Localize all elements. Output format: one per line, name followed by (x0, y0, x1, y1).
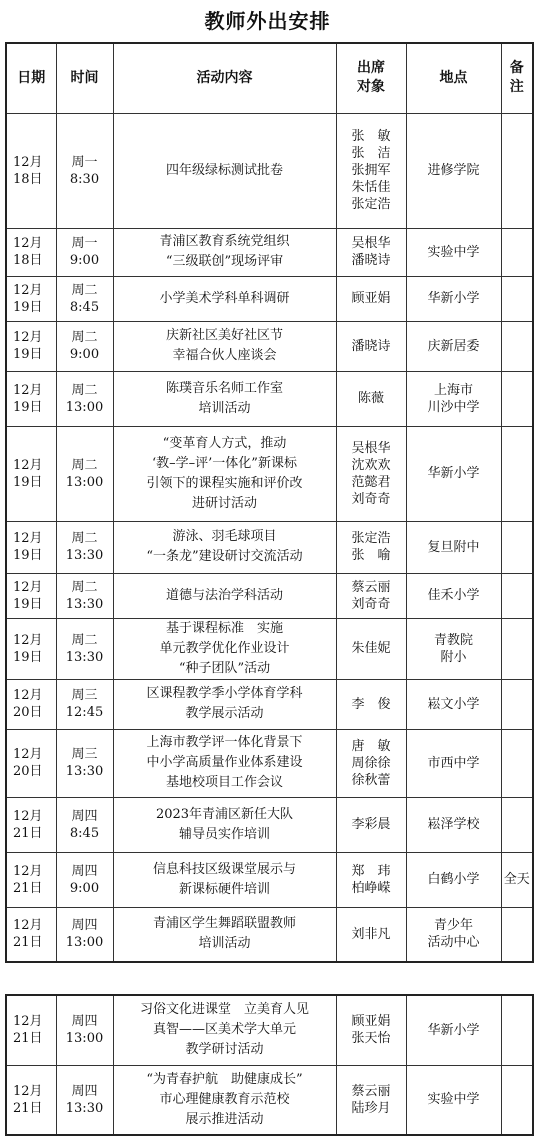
time-line: 周二 (71, 330, 98, 345)
date-line: 12月 (13, 382, 43, 398)
attendees-line: 张 敏 (351, 129, 391, 144)
location-line: 佳禾小学 (427, 588, 480, 603)
time-line: 周四 (71, 918, 98, 934)
time-cell (56, 321, 113, 371)
table-row (6, 573, 533, 618)
activity-cell (113, 371, 336, 426)
activity-line: “一条龙”建设研讨交流活动 (146, 549, 303, 564)
attendees-line: 刘奇奇 (351, 491, 391, 507)
activity-line: 基于课程标准 实施 (165, 620, 283, 636)
date-cell (6, 797, 56, 852)
attendees-cell (336, 573, 406, 618)
activity-line: 庆新社区美好社区节 (165, 328, 283, 343)
note-cell (501, 1065, 533, 1135)
time-line: 周三 (71, 688, 98, 703)
header-date: 日期 (6, 43, 56, 113)
note-cell (501, 426, 533, 521)
date-line: 20日 (13, 705, 43, 720)
activity-line: 培训活动 (198, 936, 251, 952)
attendees-line: 徐秋蕾 (351, 772, 391, 788)
attendees-line: 吴根华 (351, 236, 391, 251)
activity-line: 新课标硬件培训 (178, 881, 270, 897)
attendees-line: 李 俊 (351, 696, 391, 712)
note-cell (501, 228, 533, 276)
location-cell (406, 852, 501, 907)
attendees-cell (336, 276, 406, 321)
time-line: 13:00 (65, 935, 104, 951)
time-line: 12:45 (65, 705, 104, 720)
activity-line: 道德与法治学科活动 (165, 587, 283, 603)
date-line: 21日 (13, 1031, 43, 1047)
date-line: 18日 (13, 253, 43, 268)
time-cell (56, 729, 113, 797)
activity-line: 四年级绿标测试批卷 (165, 162, 283, 178)
time-cell (56, 618, 113, 679)
location-line: 市西中学 (427, 755, 480, 771)
location-line: 进修学院 (427, 163, 480, 178)
table-row (6, 852, 533, 907)
note-cell (501, 113, 533, 228)
time-line: 13:00 (65, 474, 104, 490)
date-line: 12月 (13, 457, 43, 473)
attendees-line: 范懿君 (351, 474, 391, 490)
attendees-line: 刘非凡 (351, 926, 391, 942)
note-cell (501, 797, 533, 852)
activity-line: ‘教–学–评’一体化”新课标 (152, 455, 297, 471)
time-line: 9:00 (69, 253, 100, 268)
location-cell (406, 371, 501, 426)
activity-line: 幸福合伙人座谈会 (172, 348, 277, 363)
table-row (6, 521, 533, 573)
time-line: 周一 (71, 154, 98, 170)
activity-line: 小学美术学科单科调研 (159, 290, 290, 306)
time-line: 8:30 (69, 171, 100, 187)
date-line: 21日 (13, 1100, 43, 1116)
note-cell (501, 852, 533, 907)
date-cell (6, 679, 56, 729)
time-line: 13:30 (65, 649, 104, 665)
location-cell (406, 521, 501, 573)
time-cell (56, 852, 113, 907)
location-line: 白鹤小学 (427, 872, 480, 887)
time-line: 13:30 (65, 548, 104, 563)
attendees-cell (336, 852, 406, 907)
date-cell (6, 521, 56, 573)
activity-line: 区课程教学季小学体育学科 (146, 686, 303, 701)
attendees-line: 张定浩 (351, 197, 391, 212)
table-row (6, 1065, 533, 1135)
location-cell (406, 907, 501, 962)
attendees-line: 顾亚娟 (351, 1014, 391, 1030)
time-cell (56, 797, 113, 852)
attendees-line: 陈薇 (357, 391, 384, 406)
time-line: 周二 (71, 282, 98, 298)
location-cell (406, 321, 501, 371)
activity-cell (113, 679, 336, 729)
activity-line: 习俗文化进课堂 立美育人见 (139, 1002, 309, 1018)
activity-line: 教学展示活动 (185, 706, 264, 721)
date-line: 12月 (13, 1083, 43, 1099)
attendees-line: 潘晓诗 (351, 338, 391, 354)
attendees-line: 朱佳妮 (351, 641, 391, 656)
location-cell (406, 113, 501, 228)
date-line: 21日 (13, 880, 43, 896)
attendees-cell (336, 729, 406, 797)
attendees-line: 柏峥嵘 (351, 880, 391, 896)
time-cell (56, 1065, 113, 1135)
table-row (6, 371, 533, 426)
date-line: 19日 (13, 299, 43, 315)
note-cell (501, 729, 533, 797)
attendees-line: 潘晓诗 (351, 253, 391, 268)
time-line: 周三 (71, 747, 98, 762)
time-cell (56, 276, 113, 321)
time-cell (56, 426, 113, 521)
note-cell (501, 573, 533, 618)
note-cell (501, 321, 533, 371)
date-line: 19日 (13, 347, 43, 362)
page-title: 教师外出安排 (204, 9, 331, 33)
attendees-line: 张定浩 (351, 531, 391, 546)
activity-line: 基地校项目工作会议 (165, 775, 283, 790)
location-line: 华新小学 (427, 1022, 480, 1038)
activity-line: 辅导员实作培训 (178, 826, 270, 842)
table-row (6, 426, 533, 521)
date-line: 19日 (13, 474, 43, 490)
activity-cell (113, 995, 336, 1065)
date-cell (6, 228, 56, 276)
location-line: 川沙中学 (427, 399, 480, 415)
location-line: 青少年 (433, 918, 473, 934)
table-row (6, 276, 533, 321)
time-line: 13:00 (65, 1031, 104, 1047)
header-activity: 活动内容 (113, 43, 336, 113)
date-cell (6, 729, 56, 797)
time-cell (56, 679, 113, 729)
location-line: 庆新居委 (427, 338, 480, 354)
activity-line: 教学研讨活动 (185, 1042, 264, 1058)
location-line: 崧文小学 (427, 696, 480, 712)
note-cell (501, 371, 533, 426)
location-cell (406, 573, 501, 618)
date-line: 18日 (13, 171, 43, 187)
date-cell (6, 113, 56, 228)
attendees-cell (336, 521, 406, 573)
note-line: 全天 (503, 872, 530, 887)
date-line: 12月 (13, 531, 43, 546)
time-line: 13:30 (65, 596, 104, 612)
activity-line: “为青春护航 助健康成长” (146, 1071, 303, 1087)
activity-cell (113, 276, 336, 321)
date-line: 12月 (13, 154, 43, 170)
location-cell (406, 995, 501, 1065)
date-line: 19日 (13, 596, 43, 612)
location-line: 实验中学 (427, 244, 480, 260)
activity-cell (113, 618, 336, 679)
attendees-line: 顾亚娟 (351, 291, 391, 306)
location-cell (406, 1065, 501, 1135)
location-line: 崧泽学校 (427, 817, 480, 832)
schedule-table (5, 42, 534, 963)
table-row (6, 113, 533, 228)
table-row (6, 797, 533, 852)
date-line: 12月 (13, 236, 43, 251)
table-header-row (6, 43, 533, 113)
activity-line: 真智——区美术学大单元 (152, 1022, 296, 1038)
schedule-table-continued (5, 994, 534, 1136)
location-cell (406, 426, 501, 521)
time-line: 周一 (71, 236, 98, 251)
activity-line: “三级联创”现场评审 (165, 254, 284, 269)
activity-line: 市心理健康教育示范校 (159, 1091, 290, 1107)
activity-line: 展示推进活动 (185, 1111, 264, 1127)
activity-line: 陈璞音乐名师工作室 (165, 380, 283, 396)
time-line: 周二 (71, 531, 98, 546)
attendees-line: 郑 玮 (351, 863, 391, 879)
activity-line: 青浦区教育系统党组织 (159, 234, 290, 249)
time-cell (56, 521, 113, 573)
header-note: 备 注 (501, 43, 533, 113)
activity-line: 青浦区学生舞蹈联盟教师 (152, 916, 296, 932)
attendees-cell (336, 113, 406, 228)
location-line: 华新小学 (427, 291, 480, 306)
location-cell (406, 276, 501, 321)
activity-line: 上海市教学评一体化背景下 (146, 735, 303, 750)
time-line: 周二 (71, 457, 98, 473)
attendees-line: 张拥军 (351, 163, 391, 178)
date-line: 12月 (13, 688, 43, 703)
date-line: 12月 (13, 632, 43, 648)
attendees-line: 唐 敏 (351, 738, 391, 754)
activity-cell (113, 426, 336, 521)
time-cell (56, 573, 113, 618)
location-line: 活动中心 (427, 935, 480, 951)
location-line: 附小 (440, 649, 467, 665)
attendees-line: 沈欢欢 (351, 457, 391, 473)
activity-line: “变革育人方式，推动 (162, 435, 287, 451)
time-line: 13:30 (65, 764, 104, 779)
date-line: 19日 (13, 649, 43, 665)
location-cell (406, 228, 501, 276)
attendees-cell (336, 1065, 406, 1135)
header-time: 时间 (56, 43, 113, 113)
activity-cell (113, 321, 336, 371)
date-cell (6, 1065, 56, 1135)
attendees-line: 朱恬佳 (351, 180, 391, 195)
activity-cell (113, 907, 336, 962)
note-cell (501, 276, 533, 321)
attendees-cell (336, 426, 406, 521)
date-line: 12月 (13, 1014, 43, 1030)
note-cell (501, 995, 533, 1065)
date-cell (6, 573, 56, 618)
time-line: 9:00 (69, 347, 100, 362)
attendees-line: 蔡云丽 (351, 579, 391, 595)
location-line: 青教院 (433, 632, 473, 648)
date-line: 12月 (13, 330, 43, 345)
time-cell (56, 995, 113, 1065)
activity-line: 培训活动 (198, 400, 251, 416)
location-line: 实验中学 (427, 1092, 480, 1108)
note-cell (501, 907, 533, 962)
activity-line: 游泳、羽毛球项目 (172, 529, 277, 544)
time-line: 周二 (71, 579, 98, 595)
time-line: 周二 (71, 632, 98, 648)
location-cell (406, 679, 501, 729)
time-line: 周四 (71, 808, 98, 824)
location-line: 华新小学 (427, 466, 480, 481)
attendees-line: 陆珍月 (351, 1100, 391, 1116)
time-line: 13:30 (65, 1100, 104, 1116)
time-line: 9:00 (69, 880, 100, 896)
activity-line: “种子团队”活动 (178, 660, 271, 676)
table-row (6, 995, 533, 1065)
activity-line: 信息科技区级课堂展示与 (152, 861, 296, 877)
attendees-line: 吴根华 (351, 440, 391, 456)
activity-cell (113, 521, 336, 573)
note-cell (501, 618, 533, 679)
attendees-line: 李彩晨 (351, 817, 391, 832)
attendees-line: 蔡云丽 (351, 1083, 391, 1099)
attendees-cell (336, 679, 406, 729)
date-cell (6, 852, 56, 907)
date-line: 20日 (13, 764, 43, 779)
date-line: 19日 (13, 548, 43, 563)
table-row (6, 907, 533, 962)
date-cell (6, 276, 56, 321)
activity-line: 单元教学优化作业设计 (159, 640, 290, 656)
header-location: 地点 (406, 43, 501, 113)
note-cell (501, 521, 533, 573)
attendees-cell (336, 321, 406, 371)
time-line: 13:00 (65, 399, 104, 415)
time-cell (56, 907, 113, 962)
table-row (6, 679, 533, 729)
table-row (6, 729, 533, 797)
activity-cell (113, 729, 336, 797)
activity-line: 2023年青浦区新任大队 (155, 806, 294, 822)
activity-cell (113, 573, 336, 618)
date-cell (6, 907, 56, 962)
note-cell (501, 679, 533, 729)
date-line: 12月 (13, 863, 43, 879)
activity-line: 中小学高质量作业体系建设 (146, 755, 303, 770)
activity-cell (113, 852, 336, 907)
table-row (6, 321, 533, 371)
activity-cell (113, 1065, 336, 1135)
attendees-cell (336, 995, 406, 1065)
attendees-line: 张天怡 (351, 1031, 391, 1047)
location-line: 复旦附中 (427, 539, 480, 555)
activity-line: 进研讨活动 (191, 495, 257, 511)
attendees-cell (336, 907, 406, 962)
location-line: 上海市 (433, 382, 473, 398)
time-cell (56, 371, 113, 426)
time-line: 周二 (71, 382, 98, 398)
date-cell (6, 426, 56, 521)
time-cell (56, 113, 113, 228)
attendees-cell (336, 797, 406, 852)
activity-line: 引领下的课程实施和评价改 (146, 475, 303, 491)
date-cell (6, 371, 56, 426)
location-cell (406, 797, 501, 852)
time-line: 8:45 (69, 825, 100, 841)
attendees-cell (336, 371, 406, 426)
time-line: 周四 (71, 1014, 98, 1030)
date-line: 21日 (13, 935, 43, 951)
header-attendees: 出席 对象 (336, 43, 406, 113)
date-line: 12月 (13, 282, 43, 298)
date-line: 12月 (13, 918, 43, 934)
date-cell (6, 995, 56, 1065)
date-line: 12月 (13, 808, 43, 824)
time-line: 周四 (71, 863, 98, 879)
activity-cell (113, 113, 336, 228)
activity-cell (113, 228, 336, 276)
date-cell (6, 618, 56, 679)
date-cell (6, 321, 56, 371)
time-line: 8:45 (69, 299, 100, 315)
date-line: 12月 (13, 747, 43, 762)
location-cell (406, 618, 501, 679)
attendees-line: 刘奇奇 (351, 596, 391, 612)
date-line: 21日 (13, 825, 43, 841)
activity-cell (113, 797, 336, 852)
attendees-line: 张 洁 (351, 146, 391, 161)
table-row (6, 228, 533, 276)
time-cell (56, 228, 113, 276)
date-line: 19日 (13, 399, 43, 415)
attendees-cell (336, 618, 406, 679)
attendees-cell (336, 228, 406, 276)
attendees-line: 张 喻 (351, 548, 391, 563)
table-row (6, 618, 533, 679)
attendees-line: 周徐徐 (351, 755, 391, 771)
date-line: 12月 (13, 579, 43, 595)
location-cell (406, 729, 501, 797)
time-line: 周四 (71, 1083, 98, 1099)
